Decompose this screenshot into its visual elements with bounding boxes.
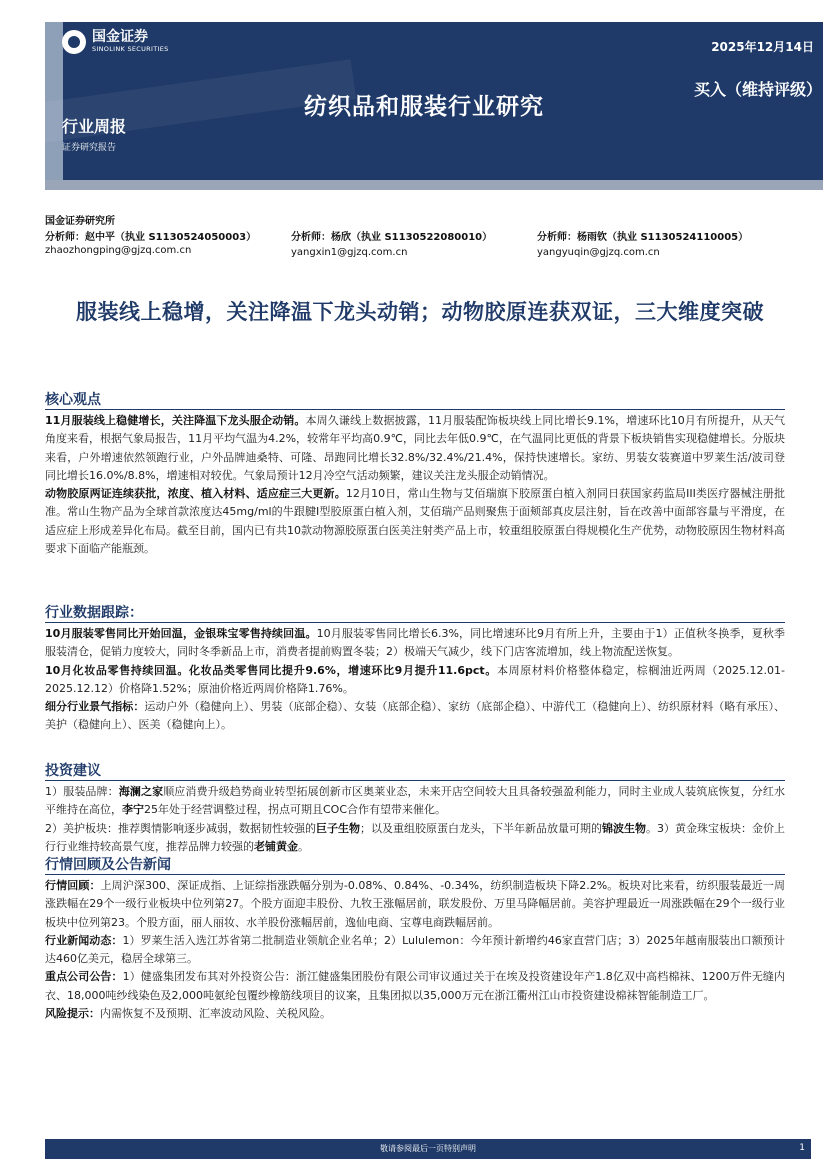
data-paragraph-1 [45, 625, 785, 662]
news-p1-lead: 行情回顾： [45, 879, 101, 892]
analyst-1: 分析师：赵中平（执业 S1130524050003） [45, 232, 257, 243]
analyst-3: 分析师：杨雨钦（执业 S1130524110005） [537, 232, 749, 243]
report-date: 2025年12月14日 [711, 40, 814, 54]
page-number: 1 [799, 1143, 805, 1153]
footer-bar [45, 1139, 811, 1159]
section-data [45, 605, 785, 735]
company-logo [62, 30, 169, 54]
invest-p1-a: 1）服装品牌： [45, 785, 119, 798]
data-p3-body: 运动户外（稳健向上）、男装（底部企稳）、女装（底部企稳）、家纺（底部企稳）、中游代工（稳健向上）、纺织原材料（略有承压）、美护（稳健向上）、医美（稳健向上）。 [45, 700, 785, 732]
analyst-1-email[interactable]: zhaozhongping@gjzq.com.cn [45, 245, 192, 256]
core-p1-body: 本周久谦线上数据披露，11月服装配饰板块线上同比增长9.1%，增速环比10月有所提升，从天气角度来看，根据气象局报告，11月平均气温为4.2%，较常年平均高0.9℃，同比去年低0.9℃，在气温同比更低的背景下板块销售实现稳健增长。分版块来看，户外增速依然领跑行业，户外品牌迪桑特、可隆、昂跑同比增长32.8%/32.4%/21.4%，保持快速增长。家纺、男装女装赛道中罗莱生活/波司登同比增长16.0%/8.8%，增速相对较优。气象局预计12月冷空气活动频繁，建议关注龙头服企动销情况。 [45, 414, 786, 482]
data-paragraph-3 [45, 698, 785, 735]
news-paragraph-1 [45, 877, 785, 932]
section-invest-title: 投资建议 [45, 763, 785, 781]
logo-en: SINOLINK SECURITIES [92, 45, 169, 53]
news-paragraph-4 [45, 1005, 785, 1023]
core-p2-lead: 动物胶原两证连续获批，浓度、植入材料、适应症三大更新。 [45, 487, 346, 501]
footer-disclaimer: 敬请参阅最后一页特别声明 [380, 1144, 476, 1153]
news-p4-lead: 风险提示： [45, 1007, 100, 1021]
data-p3-lead: 细分行业景气指标： [45, 700, 145, 714]
news-p2-body: 1）罗莱生活入选江苏省第二批制造业领航企业名单；2）Lululemon：今年预计新增约46家直营门店；3）2025年越南服装出口额预计达460亿美元，稳居全球第三。 [45, 933, 786, 966]
rating: 买入（维持评级） [694, 80, 823, 99]
invest-p1-e: 25年处于经营调整过程，拐点可期且COC合作有望带来催化。 [144, 803, 447, 817]
news-paragraph-2 [45, 932, 785, 969]
analyst-3-email[interactable]: yangyuqin@gjzq.com.cn [537, 247, 660, 258]
logo-cn: 国金证券 [92, 29, 148, 45]
invest-p1-c: 顺应消费升级趋势商业转型拓展创新市区奥莱业态，未来开店空间较大且具备较强盈利能力，同时主业成人装筑底恢复，分红水平维持在高位， [45, 785, 786, 817]
section-news [45, 857, 785, 1023]
core-paragraph-2 [45, 485, 785, 558]
news-p1-body: 上周沪深300、深证成指、上证综指涨跌幅分别为-0.08%、0.84%、-0.34%，纺织制造板块下降2.2%。板块对比来看，纺织服装最近一周涨跌幅在29个一级行业板块中位列第27。个股方面迎丰股份、九牧王涨幅居前，联发股份、万里马降幅居前。美容护理最近一周涨跌幅在29个一级行业板块中位列第23。个股方面，丽人丽妆、水羊股份涨幅居前，逸仙电商、宝尊电商跌幅居前。 [45, 879, 785, 929]
data-p1-lead: 10月服装零售同比开始回温，金银珠宝零售持续回温。 [45, 627, 317, 640]
report-title: 纺织品和服装行业研究 [304, 94, 544, 120]
headline: 服装线上稳增，关注降温下龙头动销；动物胶原连获双证，三大维度突破 [76, 300, 764, 324]
report-type: 行业周报 [62, 117, 127, 136]
section-core-title: 核心观点 [45, 392, 785, 410]
header-strip [45, 180, 823, 190]
report-subtype: 证券研究报告 [62, 143, 117, 153]
core-p1-lead: 11月服装线上稳健增长，关注降温下龙头服企动销。 [45, 414, 306, 427]
analyst-2-email[interactable]: yangxin1@gjzq.com.cn [291, 247, 408, 258]
logo-mark-icon [62, 30, 86, 54]
invest-p2-e: 。3）黄金珠宝板块：金价上行行业维持较高景气度，推荐品牌力较强的 [45, 821, 785, 853]
invest-p2-company-juzi: 巨子生物 [316, 821, 360, 835]
invest-p2-company-jinbo: 锦波生物 [602, 821, 646, 835]
invest-p1-company-hailan: 海澜之家 [118, 785, 164, 798]
analyst-2: 分析师：杨欣（执业 S1130522080010） [291, 232, 493, 243]
invest-p2-g: 。 [298, 839, 309, 853]
invest-paragraph-2 [45, 820, 785, 857]
core-p2-body: 12月10日，常山生物与艾佰瑞旗下胶原蛋白植入剂同日获国家药监局III类医疗器械注册批准。常山生物产品为全球首款浓度达45mg/ml的牛跟腱I型胶原蛋白植入剂，艾佰瑞产品则聚焦于面颊部真皮层注射，旨在改善中面部容量与平滑度，在适应症上形成差异化布局。截至目前，国内已有共10款动物源胶原蛋白医美注射类产品上市，较重组胶原蛋白得规模化生产优势，动物胶原因生物材料高要求下面临产能瓶颈。 [45, 487, 786, 556]
news-p2-lead: 行业新闻动态： [45, 933, 123, 947]
data-p1-body: 10月服装零售同比增长6.3%，同比增速环比9月有所上升，主要由于1）正值秋冬换季，夏秋季服装清仓，促销力度较大，同时冬季新品上市，消费者提前购置冬装；2）极端天气减少，线下门店客流增加，线上物流配送恢复。 [45, 627, 785, 659]
news-paragraph-3 [45, 968, 785, 1005]
core-paragraph-1 [45, 412, 785, 485]
section-news-title: 行情回顾及公告新闻 [45, 857, 785, 875]
data-paragraph-2 [45, 662, 785, 699]
invest-p1-company-lining: 李宁 [122, 803, 144, 817]
section-invest [45, 763, 785, 856]
invest-p2-c: ；以及重组胶原蛋白龙头，下半年新品放量可期的 [360, 821, 602, 835]
section-core [45, 392, 785, 558]
invest-p2-a: 2）美护板块：推荐舆情影响逐步减弱，数据韧性较强的 [45, 821, 316, 835]
invest-paragraph-1 [45, 783, 785, 820]
invest-p2-company-laopu: 老铺黄金 [254, 839, 298, 853]
institution: 国金证券研究所 [45, 216, 115, 227]
data-p2-lead: 10月化妆品零售持续回温。化妆品类零售同比提升9.6%，增速环比9月提升11.6pct。 [45, 663, 497, 677]
news-p3-lead: 重点公司公告： [45, 970, 123, 984]
news-p3-body: 1）健盛集团发布其对外投资公告：浙江健盛集团股份有限公司审议通过关于在埃及投资建设年产1.8亿双中高档棉袜、1200万件无缝内衣、18,000吨纱线染色及2,000吨氨纶包覆纱橡筋线项目的议案，且集团拟以35,000万元在浙江衢州江山市投资建设棉袜智能制造工厂。 [45, 970, 786, 1002]
news-p4-body: 内需恢复不及预期、汇率波动风险、关税风险。 [100, 1007, 331, 1021]
data-p2-body: 本周原材料价格整体稳定，棕榈油近两周（2025.12.01-2025.12.12）价格降1.52%；原油价格近两周价格降1.76%。 [45, 663, 785, 695]
section-data-title: 行业数据跟踪： [45, 605, 785, 623]
